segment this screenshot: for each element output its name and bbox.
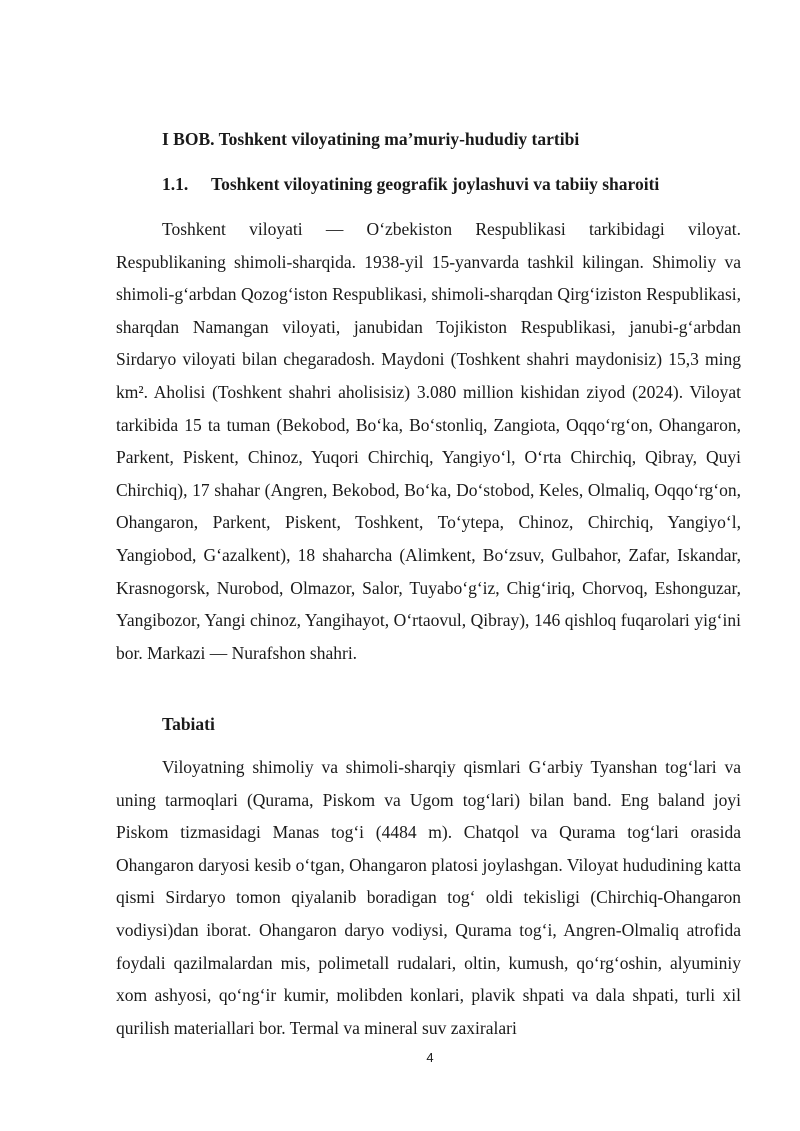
page-number: 4: [426, 1050, 434, 1065]
body-paragraph: Viloyatning shimoliy va shimoli-sharqiy qismlari G‘arbiy Tyanshan tog‘lari va uning tarmoqlari (Qurama, Piskom va Ugom tog‘lari) bilan band. Eng baland joyi Piskom tizmasidagi Manas tog‘i (4484 m). Chatqol va Qurama tog‘lari orasida Ohangaron daryosi kesib o‘tgan, Ohangaron platosi joylashgan. Viloyat hududining katta qismi Sirdaryo tomon qiyalanib boradigan tog‘ oldi tekisligi (Chirchiq-Ohangaron vodiysi)dan iborat. Ohangaron daryo vodiysi, Qurama tog‘i, Angren-Olmaliq atrofida foydali qazilmalardan mis, polimetall rudalari, oltin, kumush, qo‘rg‘oshin, alyuminiy xom ashyosi, qo‘ng‘ir kumir, molibden konlari, plavik shpati va dala shpati, turli xil qurilish materiallari bor. Termal va mineral suv zaxiralari: [116, 757, 741, 1038]
section-title-text: Toshkent viloyatining geografik joylashuvi va tabiiy sharoiti: [211, 174, 660, 194]
chapter-title: I BOB. Toshkent viloyatining ma’muriy-hududiy tartibi: [162, 129, 580, 149]
subheading: Tabiati: [162, 714, 215, 734]
body-paragraph: Toshkent viloyati — O‘zbekiston Respublikasi tarkibidagi viloyat. Respublikaning shimoli-sharqida. 1938-yil 15-yanvarda tashkil kilingan. Shimoliy va shimoli-g‘arbdan Qozog‘iston Respublikasi, shimoli-sharqdan Qirg‘iziston Respublikasi, sharqdan Namangan viloyati, janubidan Tojikiston Respublikasi, janubi-g‘arbdan Sirdaryo viloyati bilan chegaradosh. Maydoni (Toshkent shahri maydonisiz) 15,3 ming km². Aholisi (Toshkent shahri aholisisiz) 3.080 million kishidan ziyod (2024). Viloyat tarkibida 15 ta tuman (Bekobod, Bo‘ka, Bo‘stonliq, Zangiota, Oqqo‘rg‘on, Ohangaron, Parkent, Piskent, Chinoz, Yuqori Chirchiq, Yangiyo‘l, O‘rta Chirchiq, Qibray, Quyi Chirchiq), 17 shahar (Angren, Bekobod, Bo‘ka, Do‘stobod, Keles, Olmaliq, Oqqo‘rg‘on, Ohangaron, Parkent, Piskent, Toshkent, To‘ytepa, Chinoz, Chirchiq, Yangiyo‘l, Yangiobod, G‘azalkent), 18 shaharcha (Alimkent, Bo‘zsuv, Gulbahor, Zafar, Iskandar, Krasnogorsk, Nurobod, Olmazor, Salor, Tuyabo‘g‘iz, Chig‘iriq, Chorvoq, Eshonguzar, Yangibozor, Yangi chinoz, Yangihayot, O‘rtaovul, Qibray), 146 qishloq fuqarolari yig‘ini bor. Markazi — Nurafshon shahri.: [116, 219, 741, 663]
section-number: 1.1.: [162, 174, 189, 194]
section-title: [162, 173, 659, 195]
